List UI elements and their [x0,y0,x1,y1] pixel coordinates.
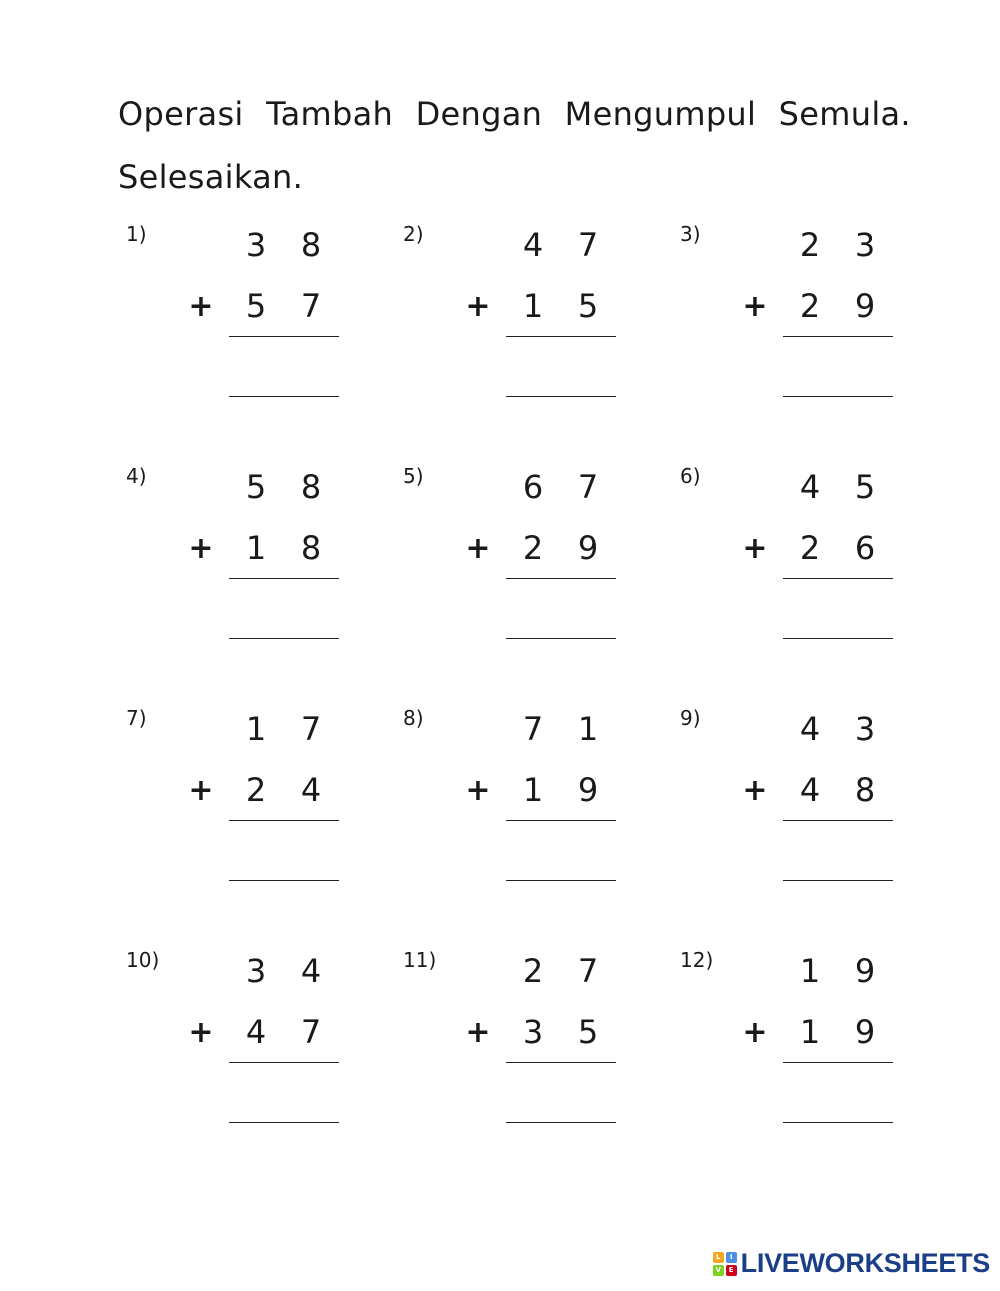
sum-line [506,336,616,337]
top-tens-digit: 7 [522,710,544,748]
answer-blank[interactable] [229,880,339,881]
instruction-text: Selesaikan. [118,158,304,196]
top-ones-digit: 7 [577,952,599,990]
problem-4 [126,464,396,664]
plus-sign: + [465,1015,491,1050]
top-ones-digit: 1 [577,710,599,748]
top-ones-digit: 7 [577,226,599,264]
plus-sign: + [188,1015,214,1050]
sum-line [229,1062,339,1063]
answer-blank[interactable] [229,1122,339,1123]
problem-8 [403,706,673,906]
bottom-tens-digit: 1 [245,529,267,567]
answer-blank[interactable] [229,396,339,397]
top-tens-digit: 1 [799,952,821,990]
bottom-ones-digit: 5 [577,287,599,325]
sum-line [783,336,893,337]
logo-block: E [726,1265,737,1276]
problem-number: 1) [126,222,147,246]
logo-block: V [713,1265,724,1276]
problem-10 [126,948,396,1148]
sum-line [229,336,339,337]
problem-11 [403,948,673,1148]
problem-number: 12) [680,948,714,972]
plus-sign: + [465,531,491,566]
bottom-tens-digit: 2 [522,529,544,567]
bottom-ones-digit: 9 [854,287,876,325]
problem-5 [403,464,673,664]
top-ones-digit: 3 [854,710,876,748]
logo-block: I [726,1252,737,1263]
problem-9 [680,706,950,906]
sum-line [506,820,616,821]
plus-sign: + [742,773,768,808]
top-tens-digit: 1 [245,710,267,748]
problem-number: 9) [680,706,701,730]
answer-blank[interactable] [783,638,893,639]
top-tens-digit: 4 [799,710,821,748]
problem-number: 11) [403,948,437,972]
top-ones-digit: 7 [300,710,322,748]
answer-blank[interactable] [506,396,616,397]
sum-line [229,820,339,821]
bottom-ones-digit: 8 [854,771,876,809]
problem-3 [680,222,950,422]
top-tens-digit: 6 [522,468,544,506]
sum-line [783,1062,893,1063]
sum-line [229,578,339,579]
page-title: Operasi Tambah Dengan Mengumpul Semula. [118,95,911,133]
plus-sign: + [465,773,491,808]
bottom-tens-digit: 2 [245,771,267,809]
bottom-tens-digit: 3 [522,1013,544,1051]
problem-number: 7) [126,706,147,730]
plus-sign: + [188,773,214,808]
plus-sign: + [742,531,768,566]
problem-number: 5) [403,464,424,488]
top-tens-digit: 4 [522,226,544,264]
bottom-tens-digit: 1 [522,771,544,809]
problem-number: 6) [680,464,701,488]
plus-sign: + [465,289,491,324]
top-tens-digit: 2 [799,226,821,264]
bottom-ones-digit: 7 [300,287,322,325]
top-ones-digit: 9 [854,952,876,990]
problem-6 [680,464,950,664]
top-ones-digit: 5 [854,468,876,506]
sum-line [506,1062,616,1063]
plus-sign: + [188,289,214,324]
answer-blank[interactable] [506,880,616,881]
bottom-tens-digit: 5 [245,287,267,325]
answer-blank[interactable] [229,638,339,639]
problem-1 [126,222,396,422]
plus-sign: + [742,289,768,324]
liveworksheets-logo [713,1248,990,1279]
problem-number: 4) [126,464,147,488]
answer-blank[interactable] [506,1122,616,1123]
answer-blank[interactable] [506,638,616,639]
bottom-ones-digit: 8 [300,529,322,567]
top-ones-digit: 8 [300,468,322,506]
bottom-ones-digit: 6 [854,529,876,567]
bottom-tens-digit: 4 [799,771,821,809]
bottom-ones-digit: 9 [854,1013,876,1051]
bottom-ones-digit: 9 [577,771,599,809]
problem-2 [403,222,673,422]
logo-blocks-icon [713,1252,737,1276]
top-tens-digit: 3 [245,952,267,990]
answer-blank[interactable] [783,1122,893,1123]
sum-line [783,820,893,821]
problem-12 [680,948,950,1148]
top-ones-digit: 4 [300,952,322,990]
brand-name: LIVEWORKSHEETS [740,1248,990,1278]
top-tens-digit: 3 [245,226,267,264]
problem-number: 8) [403,706,424,730]
top-ones-digit: 8 [300,226,322,264]
problem-number: 10) [126,948,160,972]
sum-line [783,578,893,579]
bottom-ones-digit: 5 [577,1013,599,1051]
top-ones-digit: 3 [854,226,876,264]
problem-number: 3) [680,222,701,246]
bottom-tens-digit: 1 [799,1013,821,1051]
logo-block: L [713,1252,724,1263]
top-tens-digit: 5 [245,468,267,506]
bottom-ones-digit: 4 [300,771,322,809]
plus-sign: + [188,531,214,566]
bottom-ones-digit: 7 [300,1013,322,1051]
sum-line [506,578,616,579]
problem-7 [126,706,396,906]
answer-blank[interactable] [783,880,893,881]
bottom-tens-digit: 4 [245,1013,267,1051]
bottom-tens-digit: 2 [799,529,821,567]
top-tens-digit: 2 [522,952,544,990]
top-ones-digit: 7 [577,468,599,506]
problem-number: 2) [403,222,424,246]
bottom-ones-digit: 9 [577,529,599,567]
plus-sign: + [742,1015,768,1050]
bottom-tens-digit: 1 [522,287,544,325]
top-tens-digit: 4 [799,468,821,506]
bottom-tens-digit: 2 [799,287,821,325]
answer-blank[interactable] [783,396,893,397]
